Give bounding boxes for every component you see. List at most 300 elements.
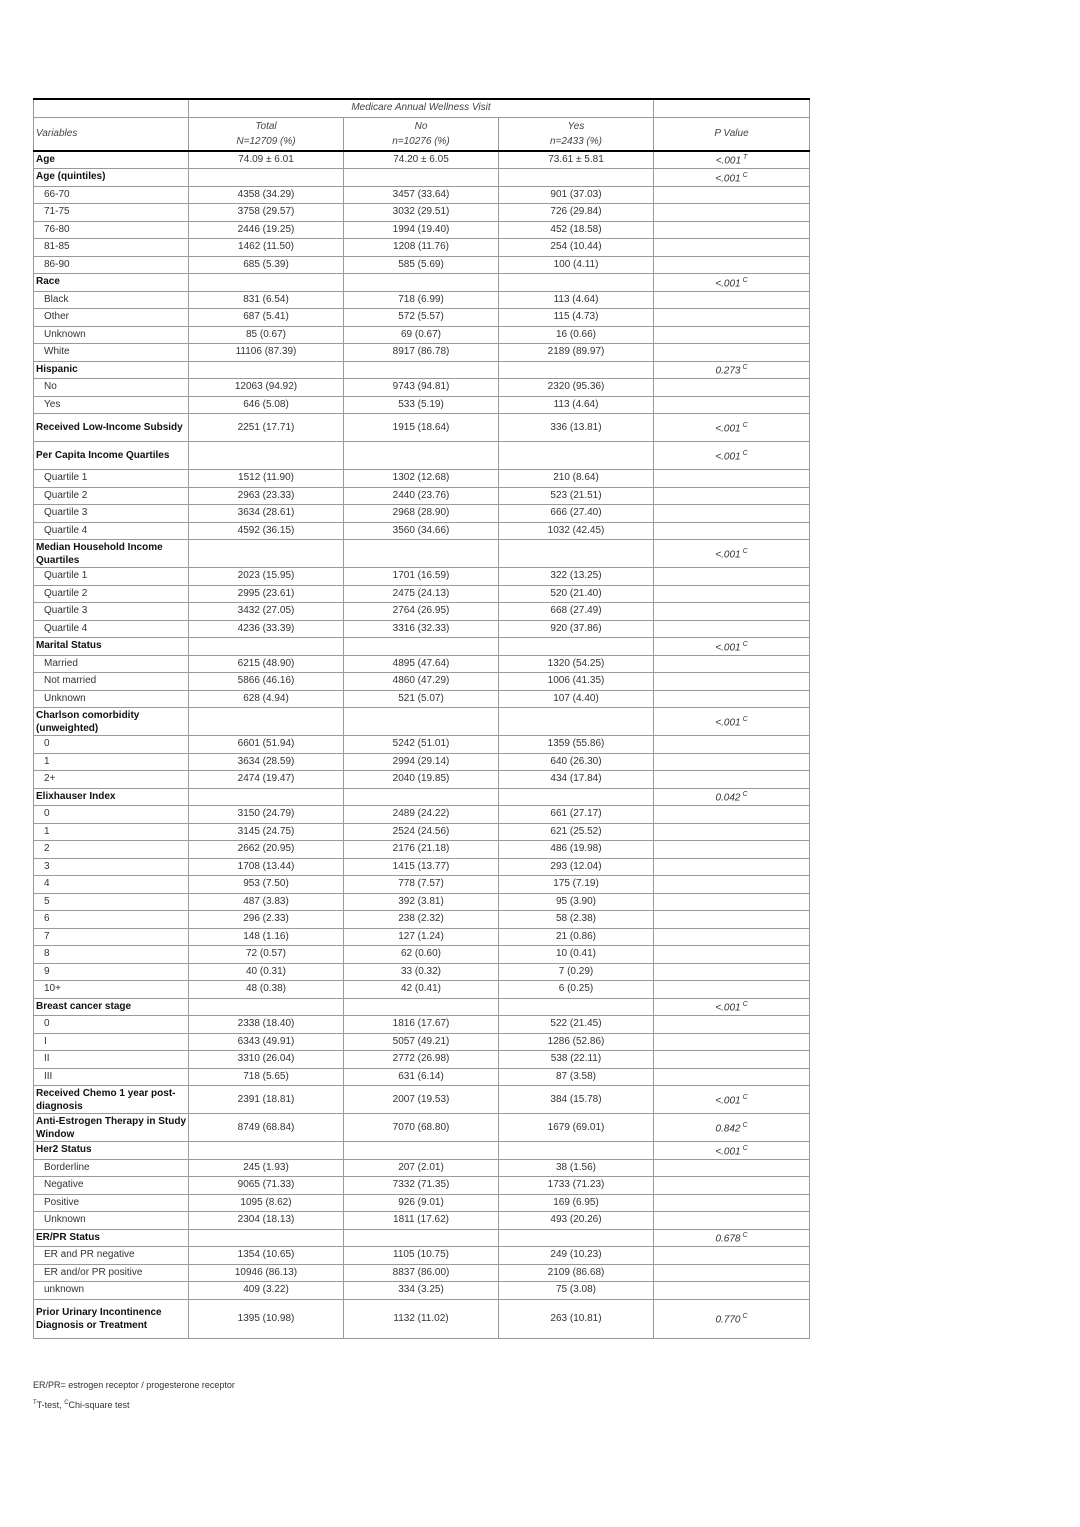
- cell-p-value: [654, 568, 810, 586]
- cell-total: 9065 (71.33): [189, 1177, 344, 1195]
- cell-yes: 901 (37.03): [499, 186, 654, 204]
- variable-category-label: 81-85: [34, 239, 189, 257]
- cell-no: [344, 442, 499, 470]
- cell-no: [344, 1229, 499, 1247]
- variable-category-label: 9: [34, 963, 189, 981]
- cell-no: 1415 (13.77): [344, 858, 499, 876]
- cell-p-value: [654, 1159, 810, 1177]
- cell-yes: 107 (4.40): [499, 690, 654, 708]
- cell-no: 4895 (47.64): [344, 655, 499, 673]
- cell-no: 334 (3.25): [344, 1282, 499, 1300]
- variable-group-label: Marital Status: [34, 638, 189, 656]
- table-row: [34, 620, 810, 638]
- cell-yes: [499, 274, 654, 292]
- p-value-test-marker: C: [742, 421, 748, 429]
- table-row: [34, 1033, 810, 1051]
- variable-group-label: Age: [34, 151, 189, 169]
- cell-yes: [499, 169, 654, 187]
- p-value-text: 0.770: [715, 1314, 741, 1326]
- cell-total: 3432 (27.05): [189, 603, 344, 621]
- cell-p-value: [654, 522, 810, 540]
- cell-no: 3457 (33.64): [344, 186, 499, 204]
- variable-category-label: Quartile 3: [34, 603, 189, 621]
- header-p-value-label: P Value: [714, 128, 749, 139]
- cell-p-value: [654, 946, 810, 964]
- table-row: [34, 998, 810, 1016]
- footnote-abbreviation: ER/PR= estrogen receptor / progesterone receptor: [33, 1380, 235, 1390]
- header-yes-n: n=2433 (%): [550, 135, 602, 147]
- variable-category-label: 4: [34, 876, 189, 894]
- cell-total: 3145 (24.75): [189, 823, 344, 841]
- variable-category-label: Negative: [34, 1177, 189, 1195]
- variable-category-label: 71-75: [34, 204, 189, 222]
- table-row: [34, 540, 810, 568]
- cell-total: 2251 (17.71): [189, 414, 344, 442]
- cell-no: 2994 (29.14): [344, 753, 499, 771]
- cell-total: 718 (5.65): [189, 1068, 344, 1086]
- table-row: [34, 1177, 810, 1195]
- table-row: [34, 221, 810, 239]
- p-value-test-marker: C: [742, 715, 748, 723]
- table-row: [34, 522, 810, 540]
- p-value-text: <.001: [715, 1095, 741, 1107]
- table-row: [34, 1051, 810, 1069]
- cell-no: [344, 998, 499, 1016]
- table-row: [34, 690, 810, 708]
- cell-p-value: [654, 638, 810, 656]
- cell-yes: 2109 (86.68): [499, 1264, 654, 1282]
- variable-category-label: Quartile 4: [34, 522, 189, 540]
- cell-p-value: [654, 655, 810, 673]
- variable-category-label: unknown: [34, 1282, 189, 1300]
- cell-no: 3560 (34.66): [344, 522, 499, 540]
- cell-no: 1105 (10.75): [344, 1247, 499, 1265]
- p-value-text: <.001: [715, 172, 741, 184]
- variable-category-label: Borderline: [34, 1159, 189, 1177]
- cell-total: 6601 (51.94): [189, 736, 344, 754]
- cell-no: 3316 (32.33): [344, 620, 499, 638]
- cell-no: 392 (3.81): [344, 893, 499, 911]
- cell-yes: 640 (26.30): [499, 753, 654, 771]
- cell-no: 238 (2.32): [344, 911, 499, 929]
- cell-yes: 336 (13.81): [499, 414, 654, 442]
- p-value-text: <.001: [715, 1002, 741, 1014]
- cell-total: [189, 169, 344, 187]
- cell-no: 2176 (21.18): [344, 841, 499, 859]
- variable-group-label: ER/PR Status: [34, 1229, 189, 1247]
- table-row: [34, 1247, 810, 1265]
- p-value-text: <.001: [715, 423, 741, 435]
- variable-category-label: I: [34, 1033, 189, 1051]
- variable-group-label: Median Household Income Quartiles: [34, 540, 189, 568]
- table-row: [34, 186, 810, 204]
- table-row: [34, 858, 810, 876]
- cell-p-value: [654, 620, 810, 638]
- header-p-value: [654, 117, 810, 151]
- p-value-text: 0.842: [715, 1123, 741, 1135]
- cell-p-value: [654, 928, 810, 946]
- cell-no: 2440 (23.76): [344, 487, 499, 505]
- cell-p-value: [654, 603, 810, 621]
- p-value-test-marker: C: [742, 1001, 748, 1009]
- cell-yes: 10 (0.41): [499, 946, 654, 964]
- table-row: [34, 1086, 810, 1114]
- cell-no: 207 (2.01): [344, 1159, 499, 1177]
- cell-yes: 113 (4.64): [499, 291, 654, 309]
- header-total-label: Total: [255, 120, 277, 132]
- cell-no: 778 (7.57): [344, 876, 499, 894]
- cell-no: 2968 (28.90): [344, 505, 499, 523]
- footnote-sup-c: C: [64, 1400, 69, 1406]
- header-variables-label: Variables: [36, 127, 78, 139]
- cell-yes: [499, 638, 654, 656]
- variable-category-label: Black: [34, 291, 189, 309]
- variable-category-label: Positive: [34, 1194, 189, 1212]
- p-value-test-marker: C: [742, 1312, 748, 1320]
- variable-category-label: 8: [34, 946, 189, 964]
- table-row: [34, 708, 810, 736]
- cell-total: [189, 788, 344, 806]
- cell-p-value: [654, 470, 810, 488]
- table-row: [34, 655, 810, 673]
- table-row: [34, 673, 810, 691]
- cell-no: 1811 (17.62): [344, 1212, 499, 1230]
- cell-yes: 2320 (95.36): [499, 379, 654, 397]
- variable-group-label: Received Low-Income Subsidy: [34, 414, 189, 442]
- table-row: [34, 344, 810, 362]
- cell-total: 1512 (11.90): [189, 470, 344, 488]
- p-value-text: 0.042: [715, 792, 741, 804]
- cell-no: 9743 (94.81): [344, 379, 499, 397]
- cell-p-value: [654, 858, 810, 876]
- variable-category-label: 2: [34, 841, 189, 859]
- cell-yes: 523 (21.51): [499, 487, 654, 505]
- p-value-test-marker: C: [742, 171, 748, 179]
- cell-no: 2007 (19.53): [344, 1086, 499, 1114]
- cell-yes: 668 (27.49): [499, 603, 654, 621]
- cell-p-value: [654, 1299, 810, 1338]
- cell-total: 2995 (23.61): [189, 585, 344, 603]
- cell-p-value: [654, 806, 810, 824]
- cell-p-value: [654, 291, 810, 309]
- table-row: [34, 963, 810, 981]
- cell-p-value: [654, 893, 810, 911]
- header-yes: [499, 117, 654, 151]
- cell-p-value: [654, 379, 810, 397]
- cell-yes: [499, 998, 654, 1016]
- cell-no: 8917 (86.78): [344, 344, 499, 362]
- table-row: [34, 585, 810, 603]
- cell-no: [344, 169, 499, 187]
- table-row: [34, 1264, 810, 1282]
- cell-total: 685 (5.39): [189, 256, 344, 274]
- table-row: [34, 788, 810, 806]
- table-row: [34, 239, 810, 257]
- table-row: [34, 876, 810, 894]
- variable-group-label: Anti-Estrogen Therapy in Study Window: [34, 1114, 189, 1142]
- cell-yes: [499, 1142, 654, 1160]
- cell-yes: 621 (25.52): [499, 823, 654, 841]
- cell-no: [344, 540, 499, 568]
- cell-p-value: [654, 1086, 810, 1114]
- variable-category-label: Not married: [34, 673, 189, 691]
- cell-total: 1462 (11.50): [189, 239, 344, 257]
- cell-p-value: [654, 823, 810, 841]
- cell-yes: 322 (13.25): [499, 568, 654, 586]
- cell-total: 2304 (18.13): [189, 1212, 344, 1230]
- cell-no: 521 (5.07): [344, 690, 499, 708]
- variable-category-label: 1: [34, 753, 189, 771]
- cell-yes: 7 (0.29): [499, 963, 654, 981]
- header-total-n: N=12709 (%): [236, 135, 296, 147]
- cell-total: 12063 (94.92): [189, 379, 344, 397]
- variable-category-label: 0: [34, 806, 189, 824]
- cell-yes: 522 (21.45): [499, 1016, 654, 1034]
- cell-no: 4860 (47.29): [344, 673, 499, 691]
- cell-total: [189, 1142, 344, 1160]
- header-yes-label: Yes: [567, 120, 585, 132]
- cell-yes: 1320 (54.25): [499, 655, 654, 673]
- p-value-test-marker: C: [742, 364, 748, 372]
- cell-yes: 538 (22.11): [499, 1051, 654, 1069]
- cell-yes: 1679 (69.01): [499, 1114, 654, 1142]
- table-row: [34, 204, 810, 222]
- cell-p-value: [654, 505, 810, 523]
- variable-category-label: No: [34, 379, 189, 397]
- variable-category-label: Other: [34, 309, 189, 327]
- table-row: [34, 1229, 810, 1247]
- table-row: [34, 823, 810, 841]
- cell-total: 3310 (26.04): [189, 1051, 344, 1069]
- cell-yes: 452 (18.58): [499, 221, 654, 239]
- header-row-group: [34, 99, 810, 117]
- p-value-text: <.001: [715, 641, 741, 653]
- table-row: [34, 291, 810, 309]
- cell-yes: 73.61 ± 5.81: [499, 151, 654, 169]
- table-row: [34, 379, 810, 397]
- cell-yes: 6 (0.25): [499, 981, 654, 999]
- footnotes: [33, 1376, 235, 1414]
- table-row: [34, 169, 810, 187]
- cell-p-value: [654, 981, 810, 999]
- cell-no: 2524 (24.56): [344, 823, 499, 841]
- table-row: [34, 487, 810, 505]
- cell-total: [189, 540, 344, 568]
- cell-yes: 293 (12.04): [499, 858, 654, 876]
- table-row: [34, 1282, 810, 1300]
- table-row: [34, 1194, 810, 1212]
- variable-category-label: 1: [34, 823, 189, 841]
- table-row: [34, 414, 810, 442]
- cell-total: [189, 274, 344, 292]
- cell-total: 11106 (87.39): [189, 344, 344, 362]
- variable-group-label: Breast cancer stage: [34, 998, 189, 1016]
- cell-no: 2772 (26.98): [344, 1051, 499, 1069]
- p-value-text: <.001: [715, 277, 741, 289]
- cell-yes: 520 (21.40): [499, 585, 654, 603]
- cell-p-value: [654, 221, 810, 239]
- cell-no: 1208 (11.76): [344, 239, 499, 257]
- variable-category-label: 76-80: [34, 221, 189, 239]
- table-row: [34, 638, 810, 656]
- cell-total: 1095 (8.62): [189, 1194, 344, 1212]
- p-value-test-marker: C: [742, 1144, 748, 1152]
- cell-total: 296 (2.33): [189, 911, 344, 929]
- cell-p-value: [654, 708, 810, 736]
- cell-p-value: [654, 239, 810, 257]
- header-no-label: No: [414, 120, 428, 132]
- cell-yes: [499, 788, 654, 806]
- cell-total: 2474 (19.47): [189, 771, 344, 789]
- table-row: [34, 603, 810, 621]
- cell-no: 62 (0.60): [344, 946, 499, 964]
- cell-total: 628 (4.94): [189, 690, 344, 708]
- variable-category-label: ER and/or PR positive: [34, 1264, 189, 1282]
- variable-category-label: Yes: [34, 396, 189, 414]
- cell-yes: 1006 (41.35): [499, 673, 654, 691]
- cell-total: 2338 (18.40): [189, 1016, 344, 1034]
- cell-total: 646 (5.08): [189, 396, 344, 414]
- cell-total: 2963 (23.33): [189, 487, 344, 505]
- cell-total: 687 (5.41): [189, 309, 344, 327]
- header-no-n: n=10276 (%): [392, 135, 450, 147]
- cell-p-value: [654, 169, 810, 187]
- cell-yes: 115 (4.73): [499, 309, 654, 327]
- header-blank-cell: [34, 99, 189, 117]
- p-value-text: <.001: [715, 1145, 741, 1157]
- variable-group-label: Elixhauser Index: [34, 788, 189, 806]
- variable-category-label: 0: [34, 1016, 189, 1034]
- variable-category-label: Quartile 3: [34, 505, 189, 523]
- cell-p-value: [654, 396, 810, 414]
- cell-yes: 249 (10.23): [499, 1247, 654, 1265]
- cell-yes: 1733 (71.23): [499, 1177, 654, 1195]
- cell-no: 572 (5.57): [344, 309, 499, 327]
- table-row: [34, 1159, 810, 1177]
- variable-category-label: Married: [34, 655, 189, 673]
- p-value-test-marker: C: [742, 449, 748, 457]
- cell-p-value: [654, 361, 810, 379]
- footnote-t-test: T-test,: [36, 1400, 65, 1410]
- cell-total: 2662 (20.95): [189, 841, 344, 859]
- table-row: [34, 928, 810, 946]
- cell-no: 7070 (68.80): [344, 1114, 499, 1142]
- table-row: [34, 736, 810, 754]
- cell-yes: 384 (15.78): [499, 1086, 654, 1114]
- table-row: [34, 1068, 810, 1086]
- table-row: [34, 946, 810, 964]
- cell-p-value: [654, 673, 810, 691]
- cell-yes: 58 (2.38): [499, 911, 654, 929]
- cell-yes: 169 (6.95): [499, 1194, 654, 1212]
- table-row: [34, 1212, 810, 1230]
- cell-no: 1994 (19.40): [344, 221, 499, 239]
- cell-p-value: [654, 1194, 810, 1212]
- cell-no: 5242 (51.01): [344, 736, 499, 754]
- cell-p-value: [654, 414, 810, 442]
- table-row: [34, 326, 810, 344]
- cell-yes: [499, 442, 654, 470]
- cell-total: 6343 (49.91): [189, 1033, 344, 1051]
- cell-p-value: [654, 1033, 810, 1051]
- cell-no: 718 (6.99): [344, 291, 499, 309]
- cell-p-value: [654, 1229, 810, 1247]
- cell-yes: 95 (3.90): [499, 893, 654, 911]
- variable-category-label: Quartile 4: [34, 620, 189, 638]
- cell-total: [189, 708, 344, 736]
- table-row: [34, 911, 810, 929]
- table-row: [34, 841, 810, 859]
- cell-yes: [499, 361, 654, 379]
- cell-total: 3634 (28.59): [189, 753, 344, 771]
- cell-p-value: [654, 690, 810, 708]
- cell-p-value: [654, 963, 810, 981]
- table-row: [34, 1114, 810, 1142]
- variable-category-label: 5: [34, 893, 189, 911]
- cell-yes: 16 (0.66): [499, 326, 654, 344]
- header-total: [189, 117, 344, 151]
- cell-p-value: [654, 442, 810, 470]
- cell-yes: 1286 (52.86): [499, 1033, 654, 1051]
- cell-total: [189, 361, 344, 379]
- cell-p-value: [654, 998, 810, 1016]
- variable-category-label: 2+: [34, 771, 189, 789]
- table-row: [34, 274, 810, 292]
- cell-no: [344, 274, 499, 292]
- cell-no: 2764 (26.95): [344, 603, 499, 621]
- cell-p-value: [654, 256, 810, 274]
- header-row-columns: [34, 117, 810, 151]
- variable-group-label: Prior Urinary Incontinence Diagnosis or Treatment: [34, 1299, 189, 1338]
- variable-category-label: Unknown: [34, 326, 189, 344]
- cell-p-value: [654, 274, 810, 292]
- cell-total: 85 (0.67): [189, 326, 344, 344]
- variable-category-label: Unknown: [34, 1212, 189, 1230]
- cell-no: 69 (0.67): [344, 326, 499, 344]
- cell-total: 3634 (28.61): [189, 505, 344, 523]
- table-row: [34, 309, 810, 327]
- cell-total: 74.09 ± 6.01: [189, 151, 344, 169]
- cell-no: 1701 (16.59): [344, 568, 499, 586]
- table-row: [34, 256, 810, 274]
- cell-no: 8837 (86.00): [344, 1264, 499, 1282]
- cell-total: 2391 (18.81): [189, 1086, 344, 1114]
- variable-group-label: Her2 Status: [34, 1142, 189, 1160]
- table-row: [34, 568, 810, 586]
- cell-total: 40 (0.31): [189, 963, 344, 981]
- cell-yes: 486 (19.98): [499, 841, 654, 859]
- cell-p-value: [654, 736, 810, 754]
- baseline-characteristics-table: [33, 98, 810, 1339]
- cell-yes: 100 (4.11): [499, 256, 654, 274]
- cell-p-value: [654, 151, 810, 169]
- variable-category-label: 3: [34, 858, 189, 876]
- cell-yes: 1032 (42.45): [499, 522, 654, 540]
- cell-no: 7332 (71.35): [344, 1177, 499, 1195]
- p-value-test-marker: C: [742, 1232, 748, 1240]
- table-row: [34, 1142, 810, 1160]
- variable-category-label: Unknown: [34, 690, 189, 708]
- cell-p-value: [654, 1114, 810, 1142]
- p-value-text: <.001: [715, 549, 741, 561]
- p-value-text: <.001: [715, 155, 742, 167]
- cell-yes: 2189 (89.97): [499, 344, 654, 362]
- cell-total: 1395 (10.98): [189, 1299, 344, 1338]
- header-blank-cell: [654, 99, 810, 117]
- cell-yes: 87 (3.58): [499, 1068, 654, 1086]
- variable-group-label: Hispanic: [34, 361, 189, 379]
- cell-no: [344, 788, 499, 806]
